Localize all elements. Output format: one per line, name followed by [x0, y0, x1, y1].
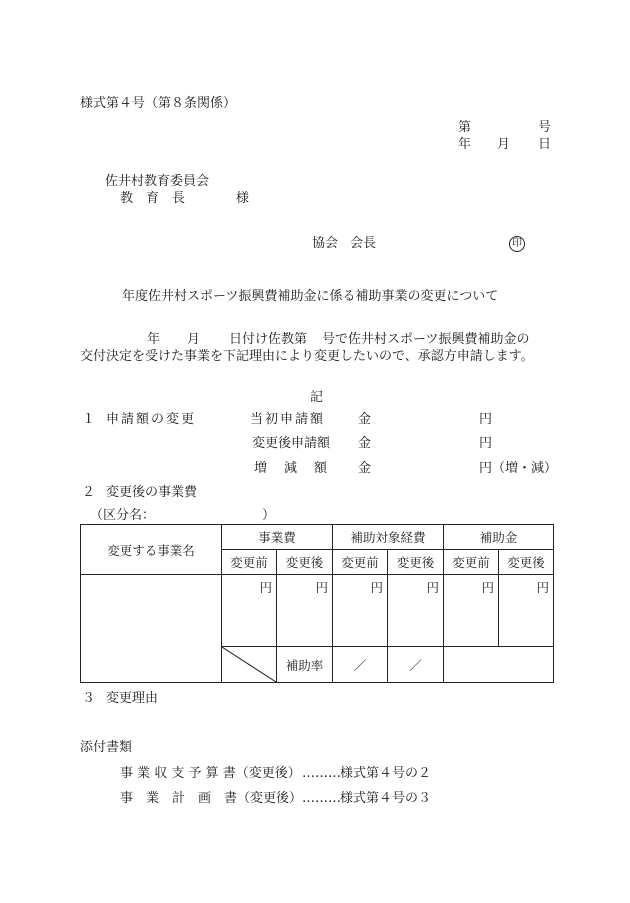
yen-cell: 円 — [333, 575, 388, 647]
applicant-chairman: 会長 — [350, 236, 377, 251]
before-header: 変更前 — [333, 550, 388, 575]
addressee-title: 教 育 長 — [120, 191, 186, 206]
group-header-eligible: 補助対象経費 — [333, 525, 444, 550]
yen-cell: 円 — [499, 575, 554, 647]
subject-line: 年度佐井村スポーツ振興費補助金に係る補助事業の変更について — [122, 289, 499, 304]
rate-slash: ／ — [388, 647, 444, 683]
section1-number: １ — [82, 412, 96, 427]
yen-cell: 円 — [388, 575, 444, 647]
body-year: 年 — [147, 332, 161, 347]
amount-row-label: 増 減 額 — [254, 461, 330, 476]
amount-row-kin: 金 — [358, 436, 372, 451]
number-go: 号 — [538, 120, 552, 135]
addressee-sama: 様 — [236, 191, 250, 206]
group-header-expenses: 事業費 — [222, 525, 333, 550]
project-name-header: 変更する事業名 — [81, 525, 222, 575]
attachment-name: 事 業 収 支 予 算 書（変更後） — [120, 766, 301, 781]
after-header: 変更後 — [499, 550, 554, 575]
amount-row-label: 変更後申請額 — [252, 436, 331, 451]
attachment-name: 事 業 計 画 書（変更後） — [120, 791, 303, 806]
amount-row-kin: 金 — [358, 412, 372, 427]
yen-cell: 円 — [277, 575, 333, 647]
after-header: 変更後 — [388, 550, 444, 575]
date-year: 年 — [458, 137, 472, 152]
project-name-cell — [81, 575, 222, 683]
budget-table — [80, 524, 554, 683]
diagonal-line — [222, 647, 276, 682]
date-day: 日 — [538, 137, 552, 152]
addressee-org: 佐井村教育委員会 — [105, 174, 210, 189]
attachment-ref: 様式第４号の３ — [340, 791, 432, 806]
section3-number: ３ — [82, 691, 96, 706]
amount-row-yen: 円 — [479, 412, 493, 427]
amount-row-yen: 円 — [479, 436, 493, 451]
seal-icon: 印 — [509, 236, 525, 252]
body-month: 月 — [187, 332, 201, 347]
amount-row-yen: 円（増・減） — [479, 461, 558, 476]
form-title: 様式第４号（第８条関係） — [80, 96, 237, 111]
after-header: 変更後 — [277, 550, 333, 575]
diagonal-cell — [222, 647, 277, 683]
attachments-title: 添付書類 — [80, 740, 133, 755]
rate-blank-cell — [444, 647, 554, 683]
ki-mark: 記 — [310, 390, 324, 405]
group-header-subsidy: 補助金 — [444, 525, 554, 550]
amount-row-kin: 金 — [358, 461, 372, 476]
before-header: 変更前 — [444, 550, 499, 575]
attachment-dots: ……… — [302, 791, 341, 806]
yen-cell: 円 — [444, 575, 499, 647]
category-label: （区分名： — [90, 508, 156, 523]
section2-title: 変更後の事業費 — [106, 485, 198, 500]
number-dai: 第 — [458, 120, 472, 135]
attachment-ref: 様式第４号の２ — [340, 766, 432, 781]
body-line1-rest: 号で佐井村スポーツ振興費補助金の — [322, 332, 530, 347]
date-month: 月 — [497, 137, 511, 152]
before-header: 変更前 — [222, 550, 277, 575]
seal-mark — [509, 235, 525, 252]
rate-slash: ／ — [333, 647, 388, 683]
body-day-ref: 日付け佐教第 — [229, 332, 308, 347]
section2-number: ２ — [82, 485, 96, 500]
yen-cell: 円 — [222, 575, 277, 647]
subsidy-rate-label: 補助率 — [277, 647, 333, 683]
applicant-association: 協会 — [312, 236, 339, 251]
attachment-dots: ……… — [302, 766, 341, 781]
section1-title: 申請額の変更 — [106, 412, 197, 427]
amount-row-label: 当初申請額 — [250, 412, 326, 427]
category-close: ） — [262, 508, 276, 523]
body-line2: 交付決定を受けた事業を下記理由により変更したいので、承認方申請します。 — [80, 349, 534, 364]
section3-title: 変更理由 — [106, 691, 159, 706]
